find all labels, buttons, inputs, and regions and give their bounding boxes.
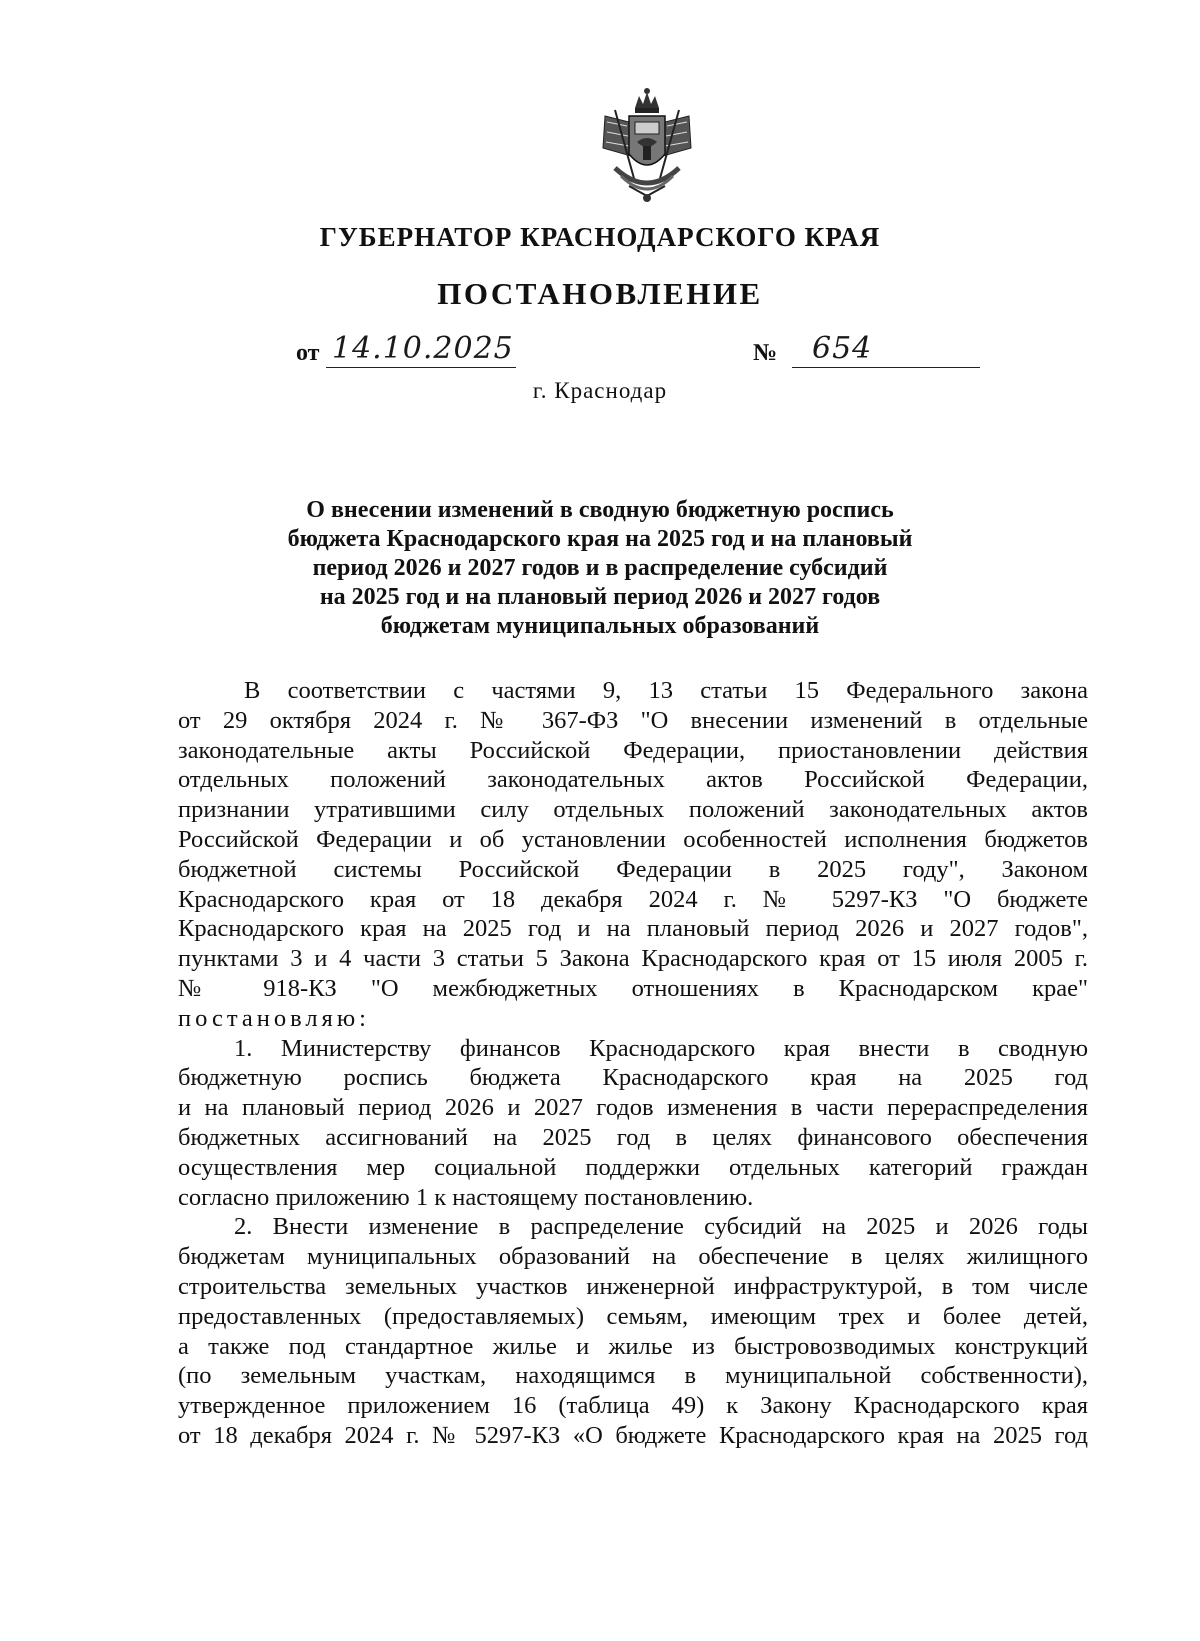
body-line: отдельных положений законодательных актов Российской Федерации,	[178, 766, 1088, 794]
subject-line: период 2026 и 2027 годов и в распределение субсидий	[312, 555, 888, 581]
item-2-line: строительства земельных участков инженерной инфраструктурой, в том числе	[178, 1272, 1088, 1300]
body-line: Краснодарского края на 2025 год и на плановый период 2026 и 2027 годов",	[178, 915, 1088, 943]
body-line: Краснодарского края от 18 декабря 2024 г. № 5297-КЗ "О бюджете	[178, 885, 1088, 913]
document-subject	[240, 496, 960, 641]
body-line: В соответствии с частями 9, 13 статьи 15 Федерального закона	[244, 677, 1088, 704]
subject-line: бюджета Краснодарского края на 2025 год и на плановый	[287, 526, 913, 552]
date-underline	[326, 367, 516, 368]
item-2-line: утвержденное приложением 16 (таблица 49) к Закону Краснодарского края	[178, 1392, 1088, 1420]
item-2-line: бюджетам муниципальных образований на обеспечение в целях жилищного	[178, 1243, 1088, 1271]
item-2-line: от 18 декабря 2024 г. № 5297-КЗ «О бюджете Краснодарского края на 2025 год	[178, 1421, 1088, 1449]
subject-line: бюджетам муниципальных образований	[380, 613, 820, 639]
date-label: от	[296, 340, 320, 366]
body-line: бюджетной системы Российской Федерации в 2025 году", Законом	[178, 855, 1088, 883]
document-type: ПОСТАНОВЛЕНИЕ	[437, 276, 763, 311]
document-body	[178, 676, 1088, 1451]
date-value: 14.10.2025	[332, 331, 514, 366]
item-2-line: предоставленных (предоставляемых) семьям, имеющим трех и более детей,	[178, 1302, 1088, 1330]
resolution-word: постановляю:	[178, 1004, 370, 1032]
item-1-line: бюджетных ассигнований на 2025 год в целях финансового обеспечения	[178, 1123, 1088, 1151]
item-2-line: 2. Внести изменение в распределение субсидий на 2025 и 2026 годы	[234, 1213, 1088, 1241]
item-1-line: осуществления мер социальной поддержки отдельных категорий граждан	[178, 1153, 1088, 1181]
number-label: №	[753, 340, 778, 366]
coat-of-arms-emblem	[585, 86, 709, 208]
number-underline	[792, 367, 980, 368]
body-line: пунктами 3 и 4 части 3 статьи 5 Закона Краснодарского края от 15 июля 2005 г.	[178, 945, 1088, 973]
subject-line: на 2025 год и на плановый период 2026 и 2027 годов	[319, 584, 881, 610]
item-2-line: (по земельным участкам, находящимся в муниципальной собственности),	[178, 1362, 1088, 1390]
item-2-line: а также под стандартное жилье и жилье из быстровозводимых конструкций	[178, 1332, 1088, 1360]
subject-line: О внесении изменений в сводную бюджетную роспись	[306, 497, 894, 523]
item-1-line: и на плановый период 2026 и 2027 годов изменения в части перераспределения	[178, 1094, 1088, 1122]
body-line: признании утратившими силу отдельных положений законодательных актов	[178, 796, 1088, 824]
item-1-line: 1. Министерству финансов Краснодарского края внести в сводную	[234, 1034, 1088, 1062]
number-value: 654	[812, 331, 873, 366]
item-1-line: согласно приложению 1 к настоящему постановлению.	[178, 1183, 754, 1211]
body-line: от 29 октября 2024 г. № 367-ФЗ "О внесении изменений в отдельные	[178, 706, 1088, 734]
item-1-line: бюджетную роспись бюджета Краснодарского края на 2025 год	[178, 1064, 1088, 1092]
body-line: Российской Федерации и об установлении особенностей исполнения бюджетов	[178, 825, 1088, 853]
issue-city: г. Краснодар	[532, 378, 668, 403]
issuing-authority: ГУБЕРНАТОР КРАСНОДАРСКОГО КРАЯ	[319, 222, 881, 252]
body-line: законодательные акты Российской Федерации, приостановлении действия	[178, 736, 1088, 764]
body-line: № 918-КЗ "О межбюджетных отношениях в Краснодарском крае"	[178, 974, 1088, 1002]
